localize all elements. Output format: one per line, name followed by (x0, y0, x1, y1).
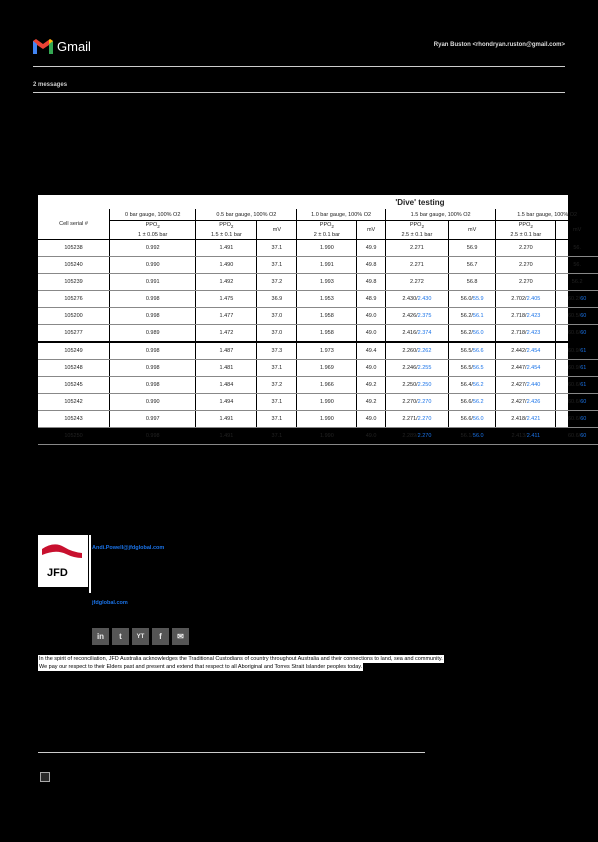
table-cell: 49.9 (357, 240, 385, 257)
table-cell: 1.484 (196, 377, 257, 394)
table-cell: 1.990 (297, 394, 357, 411)
table-cell: 2.270 (496, 257, 556, 274)
table-cell: 2.442/2.454 (496, 342, 556, 360)
table-cell: 56.5/56.5 (448, 360, 495, 377)
table-cell: 105240 (38, 257, 110, 274)
table-cell: 1.490 (196, 257, 257, 274)
subheader-ppo2-3: $PPO_2$ 2.5 ± 0.1 bar (385, 221, 448, 240)
table-title: 'Dive' testing (395, 197, 445, 207)
table-cell: 2.271 (385, 257, 448, 274)
table-cell: 1.953 (297, 291, 357, 308)
table-cell: 1.991 (297, 257, 357, 274)
table-cell: 49.0 (357, 411, 385, 428)
dive-testing-table-image (38, 195, 587, 440)
table-cell: 37.1 (257, 360, 297, 377)
table-cell: 56.6/56.0 (448, 411, 495, 428)
table-cell: 0.990 (110, 394, 196, 411)
table-cell: 2.260/2.262 (385, 342, 448, 360)
table-cell: 60.6/61 (556, 377, 598, 394)
table-cell: 0.992 (110, 240, 196, 257)
table-cell: 2.246/2.255 (385, 360, 448, 377)
table-row (38, 325, 598, 343)
subheader-ppo2-1: $PPO_2$ 1.5 ± 0.1 bar (196, 221, 257, 240)
table-cell: 2.427/2.426 (496, 394, 556, 411)
table-cell: 2.271/2.270 (385, 411, 448, 428)
table-row (38, 377, 598, 394)
table-cell: 105242 (38, 394, 110, 411)
table-cell: 49.0 (357, 428, 385, 445)
table-cell: 2.413/2.411 (496, 428, 556, 445)
jfd-logo[interactable] (38, 535, 88, 587)
table-cell: 49.2 (357, 377, 385, 394)
table-cell: 0.998 (110, 342, 196, 360)
table-row (38, 274, 598, 291)
table-cell: 37.0 (257, 325, 297, 343)
table-cell: 1.491 (196, 428, 257, 445)
table-cell: 2.427/2.440 (496, 377, 556, 394)
table-cell: 56. (556, 257, 598, 274)
table-cell: 105248 (38, 360, 110, 377)
gmail-wordmark: Gmail (57, 38, 91, 54)
table-cell: 60.5/60 (556, 308, 598, 325)
table-cell: 37.1 (257, 394, 297, 411)
table-cell: 1.481 (196, 360, 257, 377)
quoted-divider (38, 752, 425, 753)
group-header-2: 1.0 bar gauge, 100% O2 (297, 209, 385, 221)
table-cell: 105249 (38, 342, 110, 360)
table-cell: 56.8 (448, 274, 495, 291)
table-cell: 60.6/60 (556, 428, 598, 445)
subheader-ppo2-0: $PPO_2$ 1 ± 0.05 bar (110, 221, 196, 240)
subheader-mv-4: mV (556, 221, 598, 240)
table-row (38, 411, 598, 428)
table-cell: 0.998 (110, 308, 196, 325)
youtube-icon[interactable]: YT (132, 628, 149, 645)
table-cell: 2.418/2.421 (496, 411, 556, 428)
table-cell: 60.9/61 (556, 342, 598, 360)
account-name: Ryan Buston <rhondryan.ruston@gmail.com> (433, 42, 565, 48)
table-cell: 2.430/2.430 (385, 291, 448, 308)
table-cell: 37.1 (257, 428, 297, 445)
signature-divider (89, 535, 91, 593)
table-cell: 1.491 (196, 240, 257, 257)
table-cell: 2.416/2.374 (385, 325, 448, 343)
group-header-0: 0 bar gauge, 100% O2 (110, 209, 196, 221)
subheader-ppo2-4: $PPO_2$ 2.5 ± 0.1 bar (496, 221, 556, 240)
table-cell: 60.6/60 (556, 325, 598, 343)
table-cell: 105250 (38, 428, 110, 445)
table-cell: 37.0 (257, 308, 297, 325)
group-header-4: 1.5 bar gauge, 100% O2 (496, 209, 598, 221)
table-row (38, 291, 598, 308)
table-row (38, 308, 598, 325)
table-cell: 1.973 (297, 342, 357, 360)
table-cell: 2.289/2.270 (385, 428, 448, 445)
table-cell: 60.9/61 (556, 360, 598, 377)
table-cell: 0.997 (110, 411, 196, 428)
table-cell: 1.990 (297, 411, 357, 428)
table-cell: 60.6/60 (556, 394, 598, 411)
table-cell: 2.271 (385, 240, 448, 257)
table-cell: 105239 (38, 274, 110, 291)
table-cell: 1.990 (297, 428, 357, 445)
table-cell: 60.2/60 (556, 291, 598, 308)
table-row (38, 257, 598, 274)
table-cell: 56.6/56.2 (448, 394, 495, 411)
table-cell: 2.702/2.405 (496, 291, 556, 308)
table-cell: 1.969 (297, 360, 357, 377)
subheader-mv-3: mV (448, 221, 495, 240)
table-cell: 1.966 (297, 377, 357, 394)
table-cell: 2.426/2.375 (385, 308, 448, 325)
table-cell: 37.2 (257, 274, 297, 291)
table-cell: 36.9 (257, 291, 297, 308)
twitter-icon[interactable]: t (112, 628, 129, 645)
table-cell: 0.998 (110, 360, 196, 377)
table-cell: 0.998 (110, 428, 196, 445)
table-cell: 49.8 (357, 274, 385, 291)
table-cell: 37.2 (257, 377, 297, 394)
table-body (38, 240, 598, 445)
table-row (38, 394, 598, 411)
table-cell: 56.2/56.0 (448, 325, 495, 343)
table-cell: 56.1/56.0 (448, 428, 495, 445)
table-cell: 1.993 (297, 274, 357, 291)
table-cell: 2.270/2.270 (385, 394, 448, 411)
table-cell: 49.4 (357, 342, 385, 360)
table-cell: 37.3 (257, 342, 297, 360)
table-cell: 56.4/56.2 (448, 377, 495, 394)
table-cell: 2.272 (385, 274, 448, 291)
table-cell: 2.270 (496, 240, 556, 257)
table-cell: 0.998 (110, 291, 196, 308)
table-cell: 105238 (38, 240, 110, 257)
table-cell: 105200 (38, 308, 110, 325)
message-count: 2 messages (33, 82, 68, 88)
table-cell: 56. (556, 240, 598, 257)
table-cell: 37.1 (257, 411, 297, 428)
table-cell: 1.491 (196, 411, 257, 428)
header-divider (33, 66, 565, 67)
table-cell: 1.990 (297, 240, 357, 257)
group-header-3: 1.5 bar gauge, 100% O2 (385, 209, 496, 221)
table-cell: 0.990 (110, 257, 196, 274)
table-cell: 56.2/56.1 (448, 308, 495, 325)
table-cell: 1.487 (196, 342, 257, 360)
table-cell: 48.9 (357, 291, 385, 308)
table-cell: 1.475 (196, 291, 257, 308)
table-cell: 2.250/2.250 (385, 377, 448, 394)
broken-image-icon[interactable] (40, 772, 50, 782)
acknowledgement-text: In the spirit of reconciliation, JFD Australia acknowledges the Traditional Custodians of country throughout Australia and their connections to land, sea and community. We pay our respect to their Elders past and present and extend that respect to all Aboriginal and Torres Strait Islander peoples today. (39, 656, 443, 670)
group-header-1: 0.5 bar gauge, 100% O2 (196, 209, 297, 221)
thread-divider (33, 92, 565, 93)
facebook-icon[interactable]: f (152, 628, 169, 645)
signature-website-link[interactable]: jfdglobal.com (92, 600, 128, 606)
table-cell: 56.7 (448, 257, 495, 274)
table-cell: 2.270 (496, 274, 556, 291)
table-cell: 2.447/2.454 (496, 360, 556, 377)
table-cell: 37.1 (257, 257, 297, 274)
table-cell: 49.0 (357, 325, 385, 343)
table-row (38, 342, 598, 360)
jfd-wave-icon (42, 541, 82, 563)
table-cell: 1.492 (196, 274, 257, 291)
table-cell: 1.494 (196, 394, 257, 411)
col-header-serial: Cell serial # (38, 209, 110, 240)
table-cell: 60.6/60 (556, 411, 598, 428)
table-cell: 49.2 (357, 394, 385, 411)
table-cell: 105276 (38, 291, 110, 308)
table-cell: 56.2 (556, 274, 598, 291)
table-cell: 37.1 (257, 240, 297, 257)
table-cell: 49.8 (357, 257, 385, 274)
table-cell: 1.958 (297, 325, 357, 343)
subheader-mv-1: mV (257, 221, 297, 240)
table-cell: 49.0 (357, 360, 385, 377)
subheader-mv-2: mV (357, 221, 385, 240)
table-cell: 56.5/56.6 (448, 342, 495, 360)
table-cell: 105245 (38, 377, 110, 394)
gmail-m-icon (33, 38, 53, 54)
newsletter-icon[interactable]: ✉ (172, 628, 189, 645)
signature-email-link[interactable]: Andi.Powell@jfdglobal.com (92, 545, 165, 551)
table-cell: 49.0 (357, 308, 385, 325)
gmail-logo[interactable] (33, 38, 91, 54)
table-cell: 105243 (38, 411, 110, 428)
table-row (38, 428, 598, 445)
table-cell: 56.0/55.9 (448, 291, 495, 308)
subheader-ppo2-2: $PPO_2$ 2 ± 0.1 bar (297, 221, 357, 240)
table-row (38, 360, 598, 377)
social-links (92, 628, 189, 645)
table-cell: 2.718/2.423 (496, 325, 556, 343)
jfd-logo-text: JFD (47, 567, 68, 579)
table-cell: 1.477 (196, 308, 257, 325)
table-row (38, 240, 598, 257)
table-cell: 0.991 (110, 274, 196, 291)
table-cell: 0.989 (110, 325, 196, 343)
table-cell: 105277 (38, 325, 110, 343)
table-cell: 2.718/2.423 (496, 308, 556, 325)
table-cell: 0.998 (110, 377, 196, 394)
dive-testing-table (38, 195, 598, 445)
table-cell: 56.9 (448, 240, 495, 257)
linkedin-icon[interactable]: in (92, 628, 109, 645)
table-cell: 1.472 (196, 325, 257, 343)
table-cell: 1.958 (297, 308, 357, 325)
